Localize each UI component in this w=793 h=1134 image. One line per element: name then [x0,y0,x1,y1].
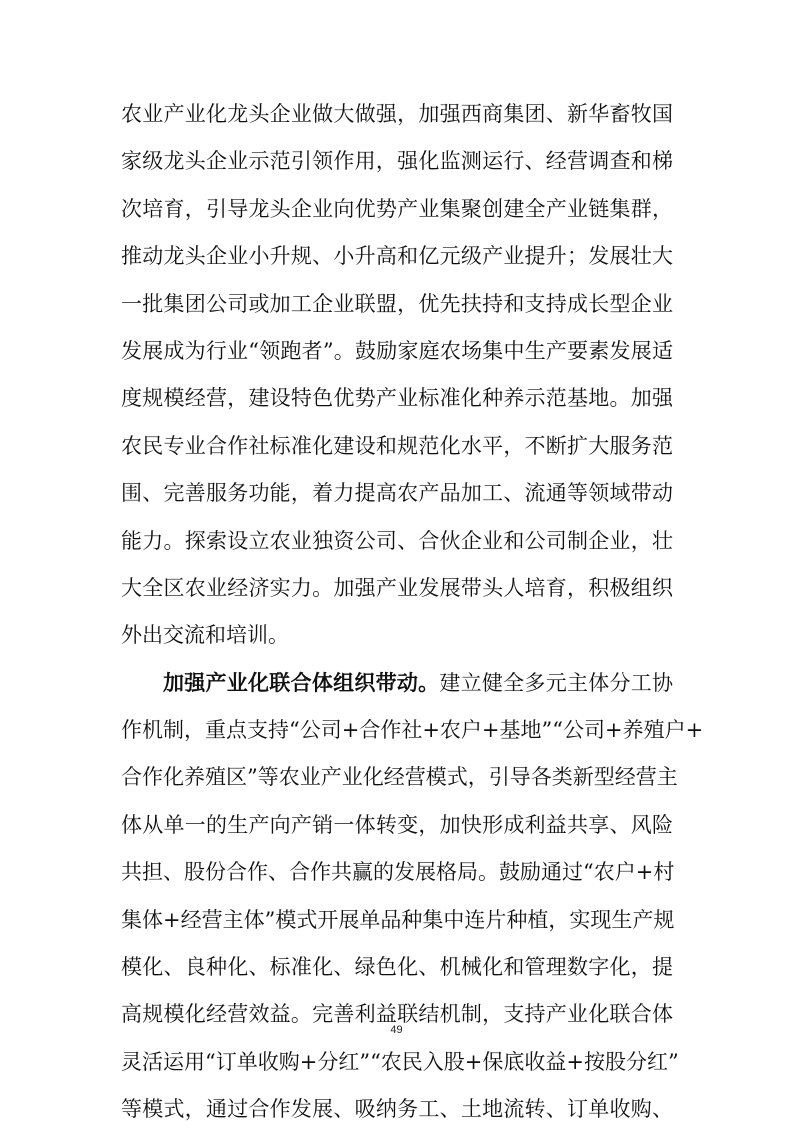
text-line: 次培育，引导龙头企业向优势产业集聚创建全产业链集群， [121,196,673,221]
text-line: 农业产业化龙头企业做大做强，加强西商集团、新华畜牧国 [121,102,673,126]
text-line: 高规模化经营效益。完善利益联结机制，支持产业化联合体 [121,1002,673,1027]
text-line: 围、完善服务功能，着力提高农产品加工、流通等领域带动 [121,481,673,506]
text-line: 发展成为行业“领跑者”。鼓励家庭农场集中生产要素发展适 [121,338,673,363]
text-line: 灵活运用“订单收购+分红”“农民入股+保底收益+按股分红” [121,1049,679,1074]
text-line: 体从单一的生产向产销一体转变，加快形成利益共享、风险 [121,812,673,837]
text-run: 建立健全多元主体分工协 [439,670,673,695]
text-line: 共担、股份合作、合作共赢的发展格局。鼓励通过“农户+村 [121,860,675,885]
text-line: 农民专业合作社标准化建设和规范化水平，不断扩大服务范 [121,433,673,458]
text-line: 家级龙头企业示范引领作用，强化监测运行、经营调查和梯 [121,149,673,174]
text-line: 推动龙头企业小升规、小升高和亿元级产业提升；发展壮大 [121,244,673,269]
paragraph-first-line [121,660,673,707]
text-line: 作机制，重点支持“公司+合作社+农户+基地”“公司+养殖户+ [121,718,704,743]
text-line: 模化、良种化、标准化、绿色化、机械化和管理数字化，提 [121,955,673,980]
text-line: 合作化养殖区”等农业产业化经营模式，引导各类新型经营主 [121,765,678,790]
text-line: 一批集团公司或加工企业联盟，优先扶持和支持成长型企业 [121,291,673,316]
text-line: 等模式，通过合作发展、吸纳务工、土地流转、订单收购、 [121,1097,673,1122]
text-line: 大全区农业经济实力。加强产业发展带头人培育，积极组织 [121,575,673,600]
paragraph-heading: 加强产业化联合体组织带动。 [163,670,440,695]
text-line: 度规模经营，建设特色优势产业标准化种养示范基地。加强 [121,386,673,411]
text-line: 集体+经营主体”模式开展单品种集中连片种植，实现生产规 [121,907,675,932]
text-line: 能力。探索设立农业独资公司、合伙企业和公司制企业，壮 [121,528,673,553]
body-text [121,91,704,1134]
text-line: 外出交流和培训。 [121,623,289,648]
page-number: 49 [390,1024,403,1036]
